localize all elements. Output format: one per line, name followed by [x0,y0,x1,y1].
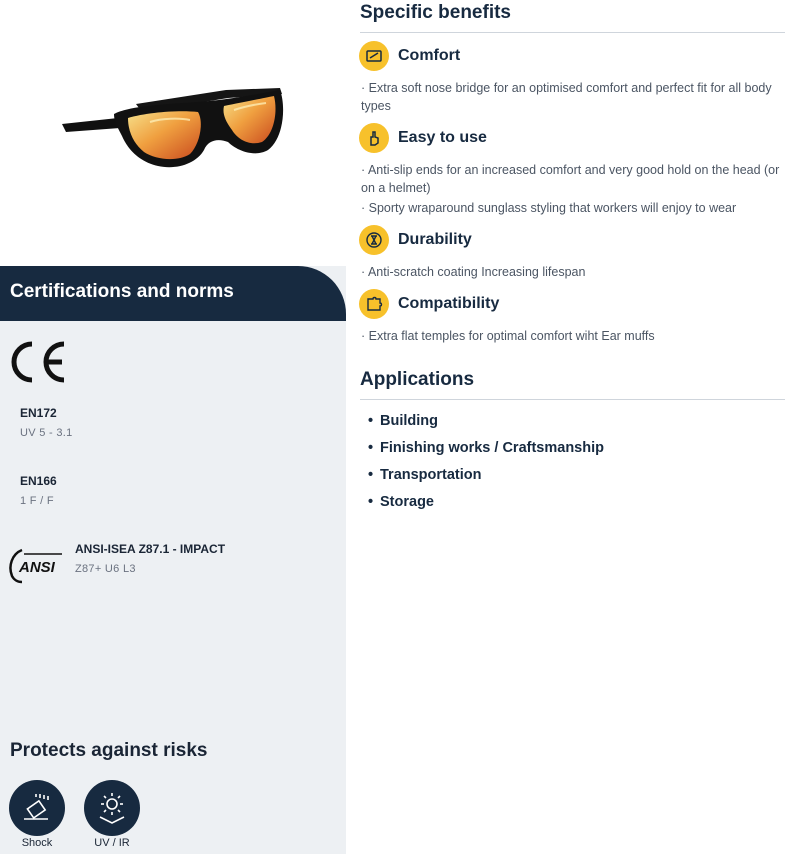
list-item: • Storage [368,494,434,510]
risk-label: Shock [21,837,53,849]
applications-title: Applications [360,369,475,390]
norm-detail: 1 F / F [20,495,54,507]
ce-mark-icon [8,340,68,384]
benefit-name: Comfort [398,47,461,64]
benefit-durability [359,225,472,255]
norm-code: EN166 [20,474,57,488]
application-label: Finishing works / Craftsmanship [380,440,604,456]
norm-ansi [75,542,225,575]
risk-uv-ir [77,780,147,849]
safety-glasses-image [58,78,290,176]
benefit-compatibility [359,289,499,319]
applications-list [368,410,604,518]
puzzle-icon [359,289,389,319]
benefit-name: Durability [398,231,472,248]
norm-code: EN172 [20,406,57,420]
divider [360,32,785,33]
ansi-logo-icon [8,546,66,584]
benefit-name: Compatibility [398,295,500,312]
benefit-text: · Anti-scratch coating Increasing lifespan [361,265,586,279]
product-image-area [0,0,346,266]
norm-detail: Z87+ U6 L3 [75,563,136,575]
benefit-text: · Extra flat temples for optimal comfort wiht Ear muffs [361,329,655,343]
benefit-easy-to-use [359,123,487,153]
hand-icon [359,123,389,153]
comfort-icon [359,41,389,71]
risk-label: UV / IR [94,837,130,849]
certifications-title: Certifications and norms [10,281,234,302]
norm-detail: UV 5 - 3.1 [20,427,73,439]
left-column [0,0,346,854]
divider [360,399,785,400]
norm-en166 [20,474,57,507]
list-item: • Finishing works / Craftsmanship [368,440,604,456]
norm-en172 [20,406,73,439]
durability-icon [359,225,389,255]
benefit-text: · Anti-slip ends for an increased comfort and very good hold on the head (or on a helmet) [361,163,780,195]
list-item: • Building [368,413,438,429]
benefit-name: Easy to use [398,129,487,146]
risks-title: Protects against risks [10,740,208,761]
benefit-text: · Sporty wraparound sunglass styling that workers will enjoy to wear [361,201,737,215]
benefit-comfort [359,41,460,71]
application-label: Transportation [380,467,482,483]
list-item: • Transportation [368,467,482,483]
application-label: Building [380,413,438,429]
shock-icon [9,780,65,836]
norm-code: ANSI-ISEA Z87.1 - IMPACT [75,542,226,556]
application-label: Storage [380,494,434,510]
benefit-text: · Extra soft nose bridge for an optimised comfort and perfect fit for all body types [361,81,772,113]
benefits-title: Specific benefits [360,2,511,23]
sun-icon [84,780,140,836]
ansi-logo-text: ANSI [19,559,55,576]
risk-shock [2,780,72,849]
